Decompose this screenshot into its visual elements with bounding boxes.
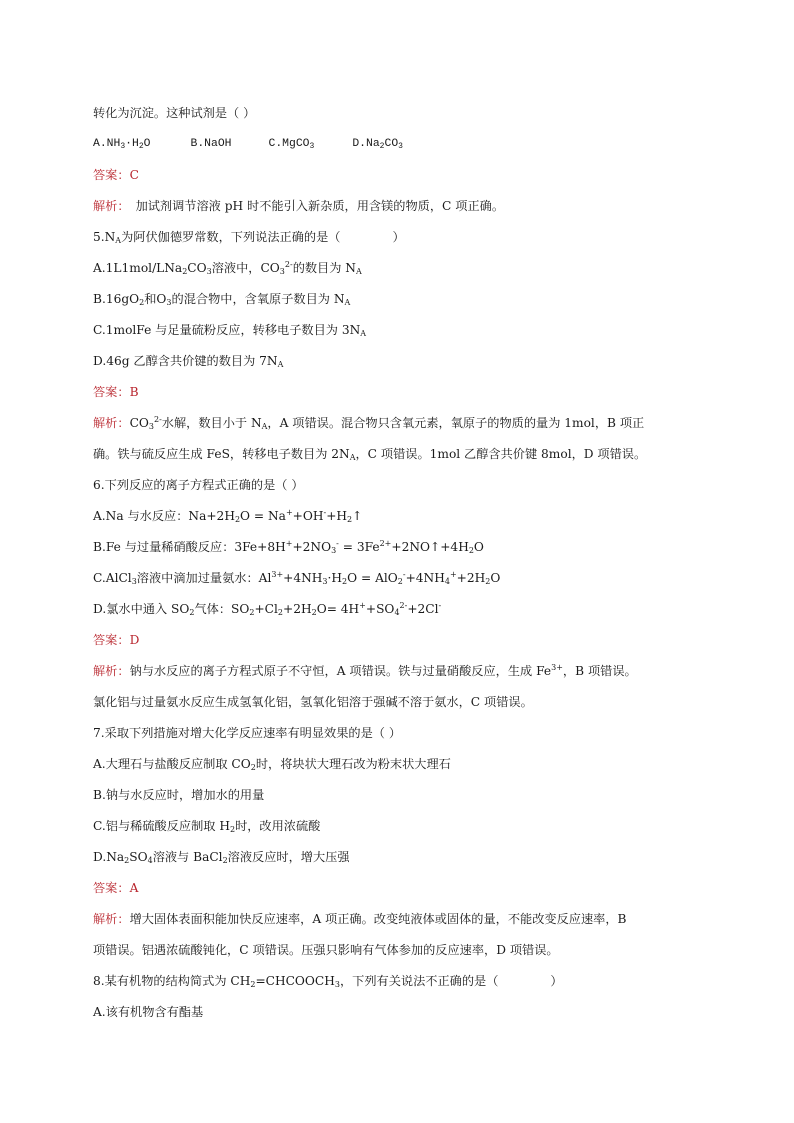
q8-option-a: A.该有机物含有酯基 [93, 1005, 204, 1019]
analysis-label: 解析： [93, 199, 130, 213]
answer-label: 答案： [93, 168, 130, 182]
q5-stem: $5.N_A$为阿伏伽德罗常数，下列说法正确的是（ ） [93, 230, 405, 245]
q5-option-a: $A.1L1mol/LNa_2CO_3$溶液中，$CO_3^{2-}$的数目为 $N_A$ [93, 260, 362, 276]
q4-option-b: B.NaOH [190, 138, 232, 150]
q4-stem-continuation: 转化为沉淀。这种试剂是（ ） [93, 106, 256, 120]
q7-analysis-line-2: 项错误。铝遇浓硫酸钝化，C 项错误。压强只影响有气体参加的反应速率，D 项错误。 [93, 943, 559, 957]
answer-value: A [129, 881, 139, 895]
analysis-label: 解析： [93, 912, 130, 926]
analysis-label: 解析： [93, 416, 130, 430]
q5-option-b: $B.16gO_2$和$O_3$的混合物中，含氧原子数目为 $N_A$ [93, 292, 351, 307]
q5-option-d: D.46g 乙醇含共价键的数目为 $7N_A$ [93, 354, 284, 369]
q5-option-c: C.1molFe 与足量硫粉反应，转移电子数目为 $3N_A$ [93, 323, 367, 338]
q6-option-a: A.Na 与水反应：$Na+2H_2O$ = $Na^++OH^-+H_2↑$ [93, 508, 363, 524]
exam-page [93, 98, 713, 1028]
q7-option-a: A.大理石与盐酸反应制取 $CO_2$时，将块状大理石改为粉末状大理石 [93, 757, 451, 772]
q7-analysis-line-1 [93, 904, 713, 935]
analysis-text: 增大固体表面积能加快反应速率，A 项正确。改变纯液体或固体的量，不能改变反应速率，B [129, 912, 627, 926]
q7-stem: 7.采取下列措施对增大化学反应速率有明显效果的是（ ） [93, 726, 402, 740]
q4-option-c: C.MgCO$_3$ [268, 138, 315, 151]
q6-option-b: B.Fe 与过量稀硝酸反应：$3Fe+8H^++2NO_3^-$ = $3Fe^{2+}+2NO↑+4H_2O$ [93, 539, 484, 555]
q7-answer [93, 873, 713, 904]
q7-option-c: C.铝与稀硫酸反应制取 $H_2$时，改用浓硫酸 [93, 819, 321, 834]
analysis-text: 加试剂调节溶液 pH 时不能引入新杂质，用含镁的物质，C 项正确。 [135, 199, 505, 213]
q6-option-d: D.氯水中通入 $SO_2$气体：$SO_2+Cl_2+2H_2O= 4H^++SO_4^{2-}+2Cl^-$ [93, 601, 442, 617]
answer-value: B [129, 385, 139, 399]
q5-answer [93, 377, 713, 408]
answer-value: C [129, 168, 139, 182]
q7-option-b: B.钠与水反应时，增加水的用量 [93, 788, 265, 802]
answer-label: 答案： [93, 633, 130, 647]
q7-option-d: $D.Na_2SO_4$溶液与 BaCl$_2$溶液反应时，增大压强 [93, 850, 350, 865]
q6-analysis-line-2: 氯化铝与过量氨水反应生成氢氧化铝，氢氧化铝溶于强碱不溶于氨水，C 项错误。 [93, 695, 533, 709]
q4-option-d: $D.Na_2CO_3$ [352, 138, 403, 151]
q4-analysis [93, 191, 713, 222]
q5-analysis-line-2: 确。铁与硫反应生成 FeS，转移电子数目为 $2N_A$，C 项错误。1mol 乙醇含共价键 8mol，D 项错误。 [93, 447, 647, 462]
q6-analysis-line-1: 解析：钠与水反应的离子方程式原子不守恒，A 项错误。铁与过量硝酸反应，生成 $Fe^{3+}$，B 项错误。 [93, 663, 637, 678]
q8-stem: 8.某有机物的结构简式为 $CH_2=CHCOOCH_3$，下列有关说法不正确的是（ ） [93, 974, 563, 989]
analysis-label: 解析： [93, 664, 130, 678]
answer-label: 答案： [93, 881, 130, 895]
q4-answer [93, 160, 713, 191]
q6-answer [93, 625, 713, 656]
answer-label: 答案： [93, 385, 130, 399]
q4-options-row [93, 129, 713, 160]
q4-option-a: $A.NH_3\cdot H_2O$ [93, 138, 151, 151]
answer-value: D [129, 633, 140, 647]
q5-analysis-line-1: 解析：$CO_3^{2-}$水解，数目小于 $N_A$，A 项错误。混合物只含氧元素，氧原子的物质的量为 1mol，B 项正 [93, 415, 645, 431]
q6-option-c: C.AlCl$_3$溶液中滴加过量氨水：$Al^{3+}+4NH_3\cdot H_2O = AlO_2^-+4NH_4^++2H_2O$ [93, 570, 501, 586]
q6-stem: 6.下列反应的离子方程式正确的是（ ） [93, 478, 304, 492]
